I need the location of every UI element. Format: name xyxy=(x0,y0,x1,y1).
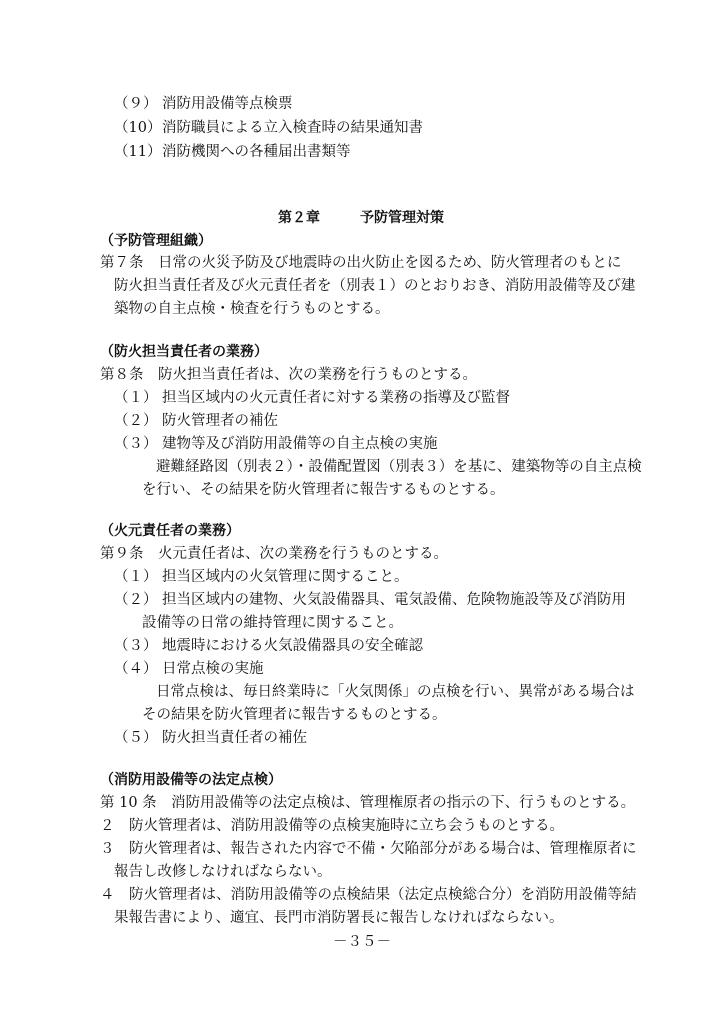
article-text: ４ 防火管理者は、消防用設備等の点検結果（法定点検総合分）を消防用設備等結 xyxy=(100,887,637,903)
section-heading: （消防用設備等の法定点検） xyxy=(100,772,282,788)
detail-text: 日常点検は、毎日終業時に「火気関係」の点検を行い、異常がある場合は xyxy=(156,684,635,700)
article-text: 報告し改修しなければならない。 xyxy=(114,864,332,880)
list-item-number: （１） xyxy=(114,569,158,585)
article-text: 果報告書により、適宜、長門市消防署長に報告しなければならない。 xyxy=(114,910,564,926)
list-item xyxy=(114,94,293,114)
list-item-continuation: 設備等の日常の維持管理に関すること。 xyxy=(142,615,403,631)
list-item-text: 消防用設備等点検票 xyxy=(162,96,293,112)
article-text: 防火担当責任者及び火元責任者を（別表１）のとおりおき、消防用設備等及び建 xyxy=(114,278,636,294)
list-item xyxy=(114,590,626,610)
article-text: ３ 防火管理者は、報告された内容で不備・欠陥部分がある場合は、管理権原者に xyxy=(100,841,637,857)
article-text: 第９条 火元責任者は、次の業務を行うものとする。 xyxy=(100,546,448,562)
chapter-number: 第２章 xyxy=(278,210,320,226)
detail-text: 避難経路図（別表２）・設備配置図（別表３）を基に、建築物等の自主点検 xyxy=(156,459,642,475)
list-item-number: （２） xyxy=(114,413,158,429)
list-item-text: 防火管理者の補佐 xyxy=(162,413,278,429)
list-item-text: 担当区域内の火元責任者に対する業務の指導及び監督 xyxy=(162,390,510,406)
list-item-number: （５） xyxy=(114,730,158,746)
list-item-number: （３） xyxy=(114,436,158,452)
list-item-number: （10） xyxy=(114,120,162,136)
list-item xyxy=(114,728,307,748)
list-item-number: （９） xyxy=(114,96,158,112)
article-text: ２ 防火管理者は、消防用設備等の点検実施時に立ち会うものとする。 xyxy=(100,818,564,834)
detail-text: その結果を防火管理者に報告するものとする。 xyxy=(142,707,447,723)
list-item-text: 消防職員による立入検査時の結果通知書 xyxy=(162,120,423,136)
list-item xyxy=(114,411,278,431)
list-item-number: （２） xyxy=(114,592,158,608)
list-item-text: 地震時における火気設備器具の安全確認 xyxy=(162,638,423,654)
list-item-number: （11） xyxy=(114,144,162,160)
list-item-text: 消防機関への各種届出書類等 xyxy=(162,144,351,160)
list-item xyxy=(114,636,423,656)
article-text: 築物の自主点検・検査を行うものとする。 xyxy=(114,301,390,317)
page-number: －３５－ xyxy=(333,934,391,950)
detail-text: を行い、その結果を防火管理者に報告するものとする。 xyxy=(142,482,505,498)
list-item xyxy=(114,659,264,679)
list-item xyxy=(114,567,409,587)
article-text: 第７条 日常の火災予防及び地震時の出火防止を図るため、防火管理者のもとに xyxy=(100,255,622,271)
chapter-title: 予防管理対策 xyxy=(360,210,444,226)
section-heading: （火元責任者の業務） xyxy=(100,523,240,539)
list-item-number: （１） xyxy=(114,390,158,406)
list-item-text: 日常点検の実施 xyxy=(162,661,264,677)
chapter-heading xyxy=(278,208,444,228)
article-text: 第８条 防火担当責任者は、次の業務を行うものとする。 xyxy=(100,367,477,383)
list-item-text: 担当区域内の火気管理に関すること。 xyxy=(162,569,409,585)
list-item xyxy=(114,142,351,162)
list-item xyxy=(114,434,438,454)
list-item xyxy=(114,388,510,408)
list-item-text: 建物等及び消防用設備等の自主点検の実施 xyxy=(162,436,438,452)
list-item-number: （３） xyxy=(114,638,158,654)
list-item xyxy=(114,118,423,138)
section-heading: （予防管理組織） xyxy=(100,233,212,249)
list-item-text: 担当区域内の建物、火気設備器具、電気設備、危険物施設等及び消防用 xyxy=(162,592,626,608)
section-heading: （防火担当責任者の業務） xyxy=(100,344,268,360)
article-text: 第 10 条 消防用設備等の法定点検は、管理権原者の指示の下、行うものとする。 xyxy=(100,795,636,811)
list-item-number: （４） xyxy=(114,661,158,677)
list-item-text: 防火担当責任者の補佐 xyxy=(162,730,307,746)
